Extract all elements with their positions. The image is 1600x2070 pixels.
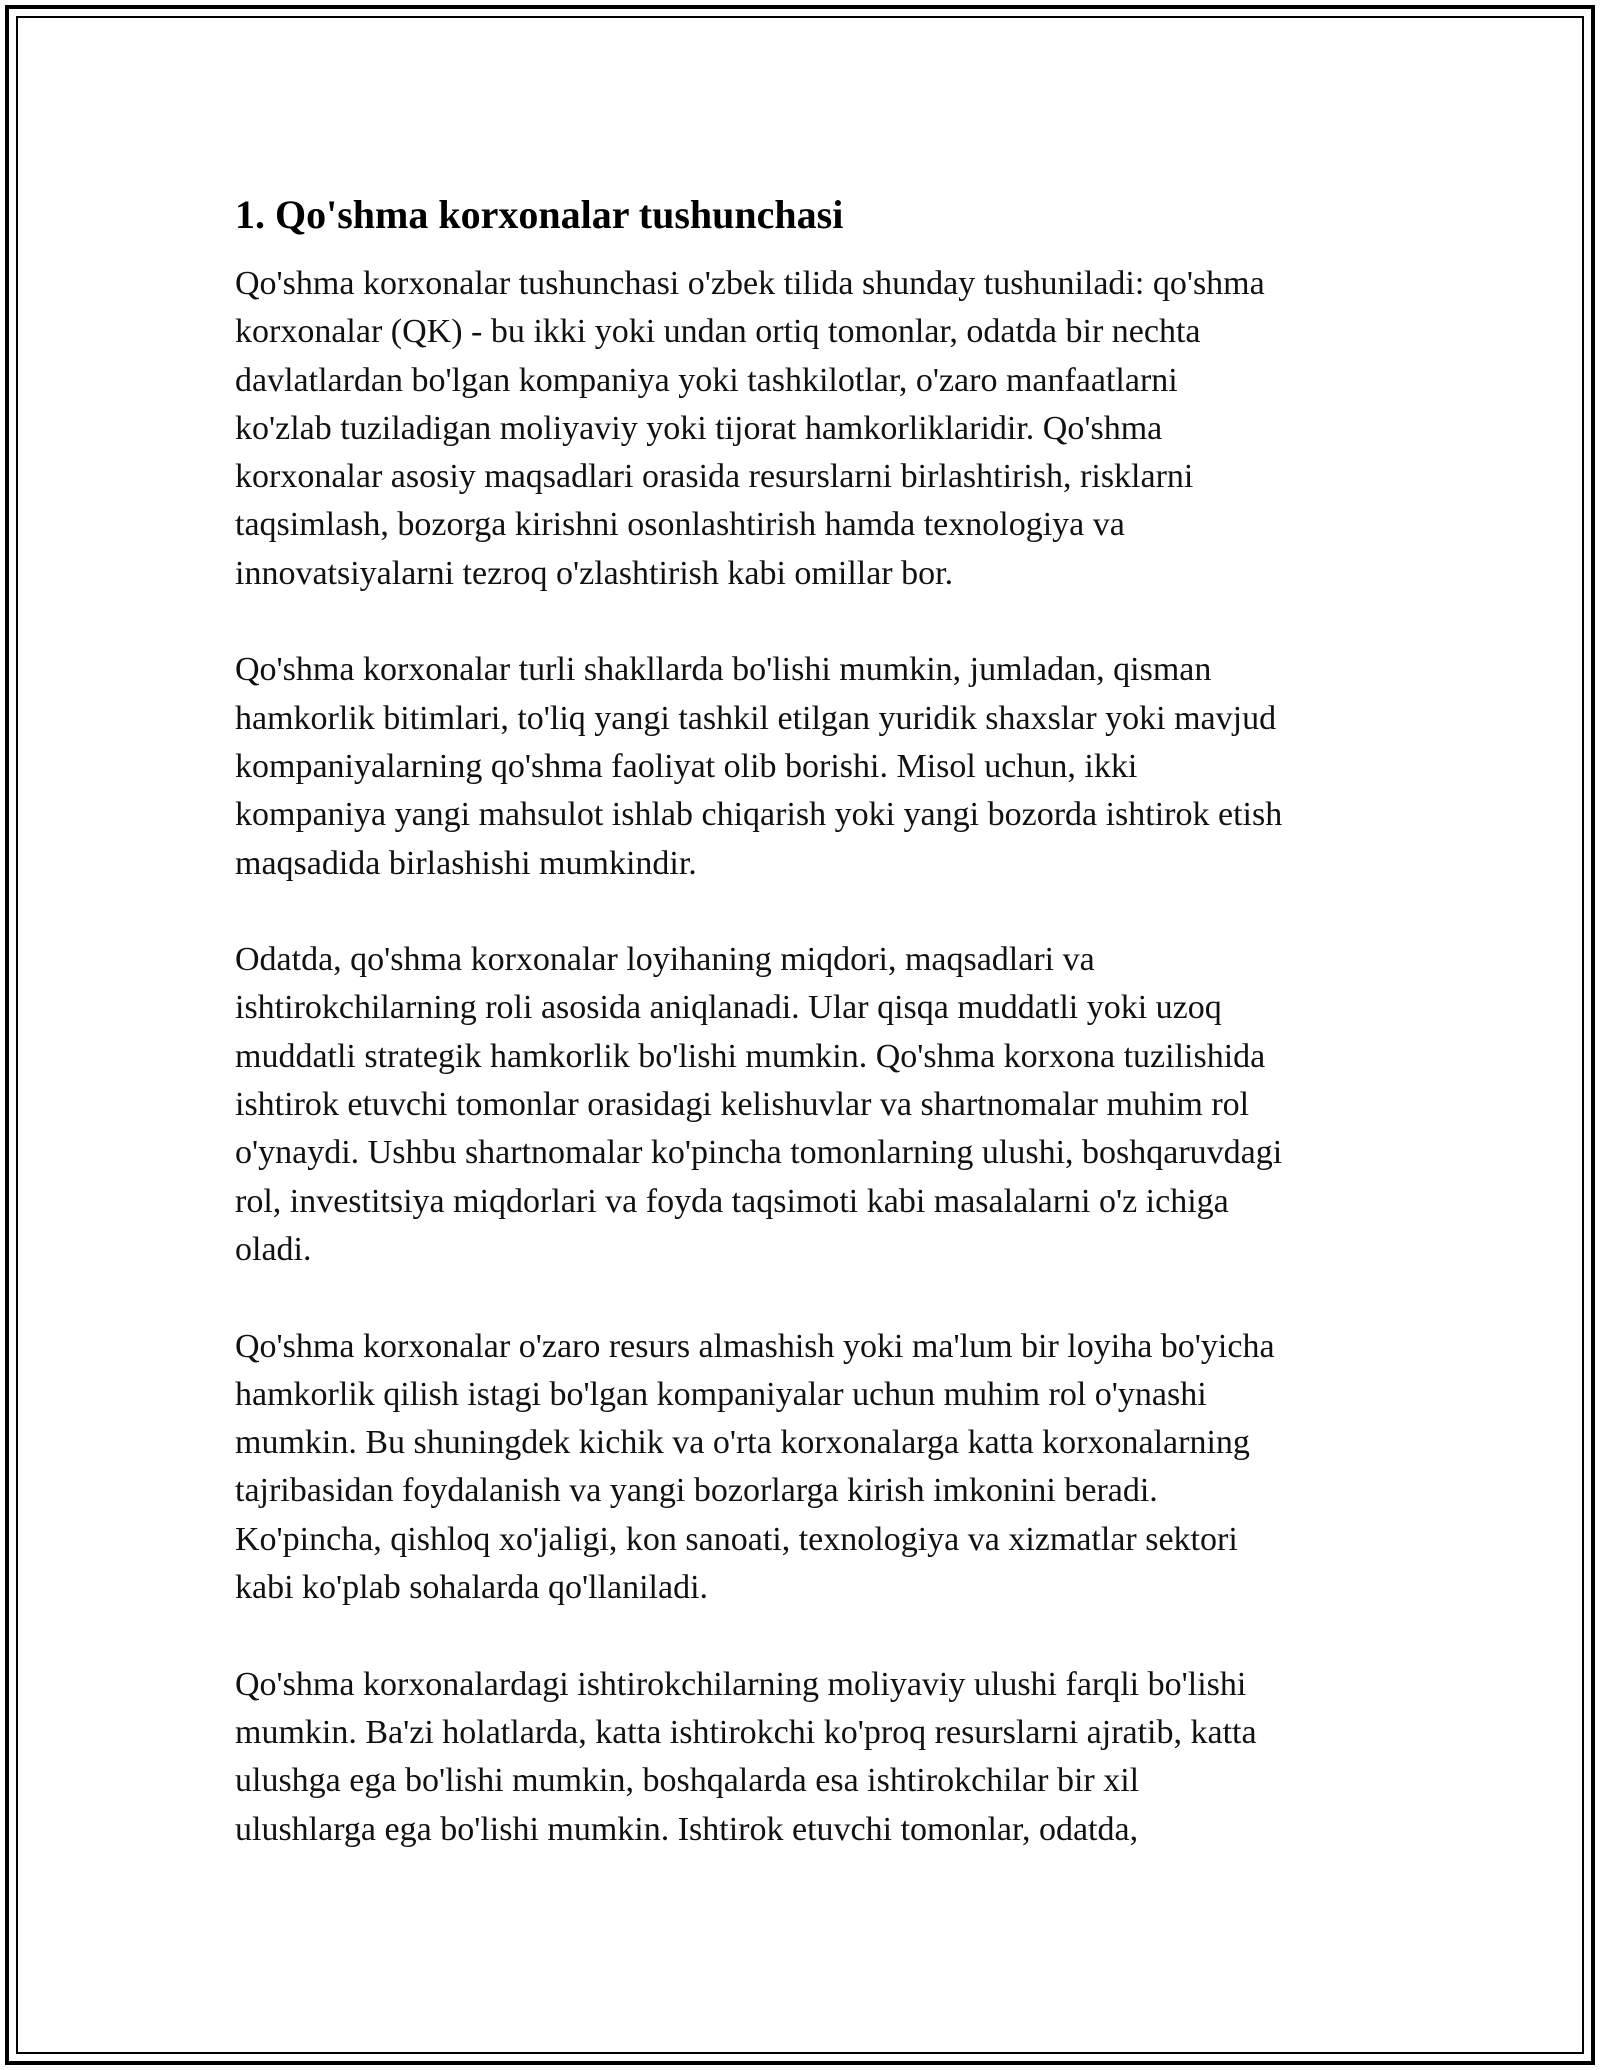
- paragraph-3: [235, 936, 1385, 1274]
- paragraph-line: rol, investitsiya miqdorlari va foyda taqsimoti kabi masalalarni o'z ichiga: [235, 1182, 1229, 1220]
- paragraph-2: [235, 646, 1385, 887]
- paragraph-line: innovatsiyalarni tezroq o'zlashtirish kabi omillar bor.: [235, 554, 954, 592]
- paragraph-line: muddatli strategik hamkorlik bo'lishi mumkin. Qo'shma korxona tuzilishida: [235, 1037, 1266, 1075]
- paragraph-line: ishtirok etuvchi tomonlar orasidagi kelishuvlar va shartnomalar muhim rol: [235, 1086, 1250, 1124]
- paragraph-line: taqsimlash, bozorga kirishni osonlashtirish hamda texnologiya va: [235, 506, 1125, 544]
- paragraph-line: kompaniyalarning qo'shma faoliyat olib borishi. Misol uchun, ikki: [235, 747, 1138, 785]
- paragraph-line: Qo'shma korxonalardagi ishtirokchilarning moliyaviy ulushi farqli bo'lishi: [235, 1665, 1247, 1703]
- paragraph-line: maqsadida birlashishi mumkindir.: [235, 844, 697, 882]
- paragraph-line: hamkorlik bitimlari, to'liq yangi tashkil etilgan yuridik shaxslar yoki mavjud: [235, 699, 1277, 737]
- paragraph-line: hamkorlik qilish istagi bo'lgan kompaniyalar uchun muhim rol o'ynashi: [235, 1375, 1207, 1413]
- paragraph-line: Odatda, qo'shma korxonalar loyihaning miqdori, maqsadlari va: [235, 941, 1095, 979]
- paragraph-line: o'ynaydi. Ushbu shartnomalar ko'pincha tomonlarning ulushi, boshqaruvdagi: [235, 1134, 1283, 1172]
- paragraph-line: davlatlardan bo'lgan kompaniya yoki tashkilotlar, o'zaro manfaatlarni: [235, 361, 1178, 399]
- paragraph-line: Qo'shma korxonalar o'zaro resurs almashish yoki ma'lum bir loyiha bo'yicha: [235, 1327, 1275, 1365]
- paragraph-5: [235, 1661, 1385, 1854]
- paragraph-line: kompaniya yangi mahsulot ishlab chiqarish yoki yangi bozorda ishtirok etish: [235, 796, 1283, 834]
- paragraph-line: ulushlarga ega bo'lishi mumkin. Ishtirok etuvchi tomonlar, odatda,: [235, 1810, 1139, 1848]
- paragraph-4: [235, 1323, 1385, 1613]
- paragraph-line: Qo'shma korxonalar turli shakllarda bo'lishi mumkin, jumladan, qisman: [235, 651, 1212, 689]
- section-heading: 1. Qo'shma korxonalar tushunchasi: [235, 192, 844, 237]
- paragraph-line: Qo'shma korxonalar tushunchasi o'zbek tilida shunday tushuniladi: qo'shma: [235, 265, 1265, 302]
- paragraph-line: mumkin. Bu shuningdek kichik va o'rta korxonalarga katta korxonalarning: [235, 1424, 1250, 1462]
- paragraph-line: kabi ko'plab sohalarda qo'llaniladi.: [235, 1569, 709, 1607]
- paragraph-line: ko'zlab tuziladigan moliyaviy yoki tijorat hamkorliklaridir. Qo'shma: [235, 409, 1163, 447]
- paragraph-line: ulushga ega bo'lishi mumkin, boshqalarda esa ishtirokchilar bir xil: [235, 1762, 1140, 1800]
- paragraph-line: korxonalar (QK) - bu ikki yoki undan ortiq tomonlar, odatda bir nechta: [235, 313, 1201, 351]
- document-body: [235, 190, 1385, 1902]
- paragraph-line: Ko'pincha, qishloq xo'jaligi, kon sanoati, texnologiya va xizmatlar sektori: [235, 1520, 1238, 1558]
- paragraph-line: ishtirokchilarning roli asosida aniqlanadi. Ular qisqa muddatli yoki uzoq: [235, 989, 1222, 1027]
- paragraph-line: mumkin. Ba'zi holatlarda, katta ishtirokchi ko'proq resurslarni ajratib, katta: [235, 1713, 1257, 1751]
- paragraph-line: korxonalar asosiy maqsadlari orasida resurslarni birlashtirish, risklarni: [235, 458, 1194, 496]
- paragraph-line: oladi.: [235, 1230, 312, 1268]
- paragraph-1: [235, 260, 1385, 598]
- paragraph-line: tajribasidan foydalanish va yangi bozorlarga kirish imkonini beradi.: [235, 1472, 1158, 1510]
